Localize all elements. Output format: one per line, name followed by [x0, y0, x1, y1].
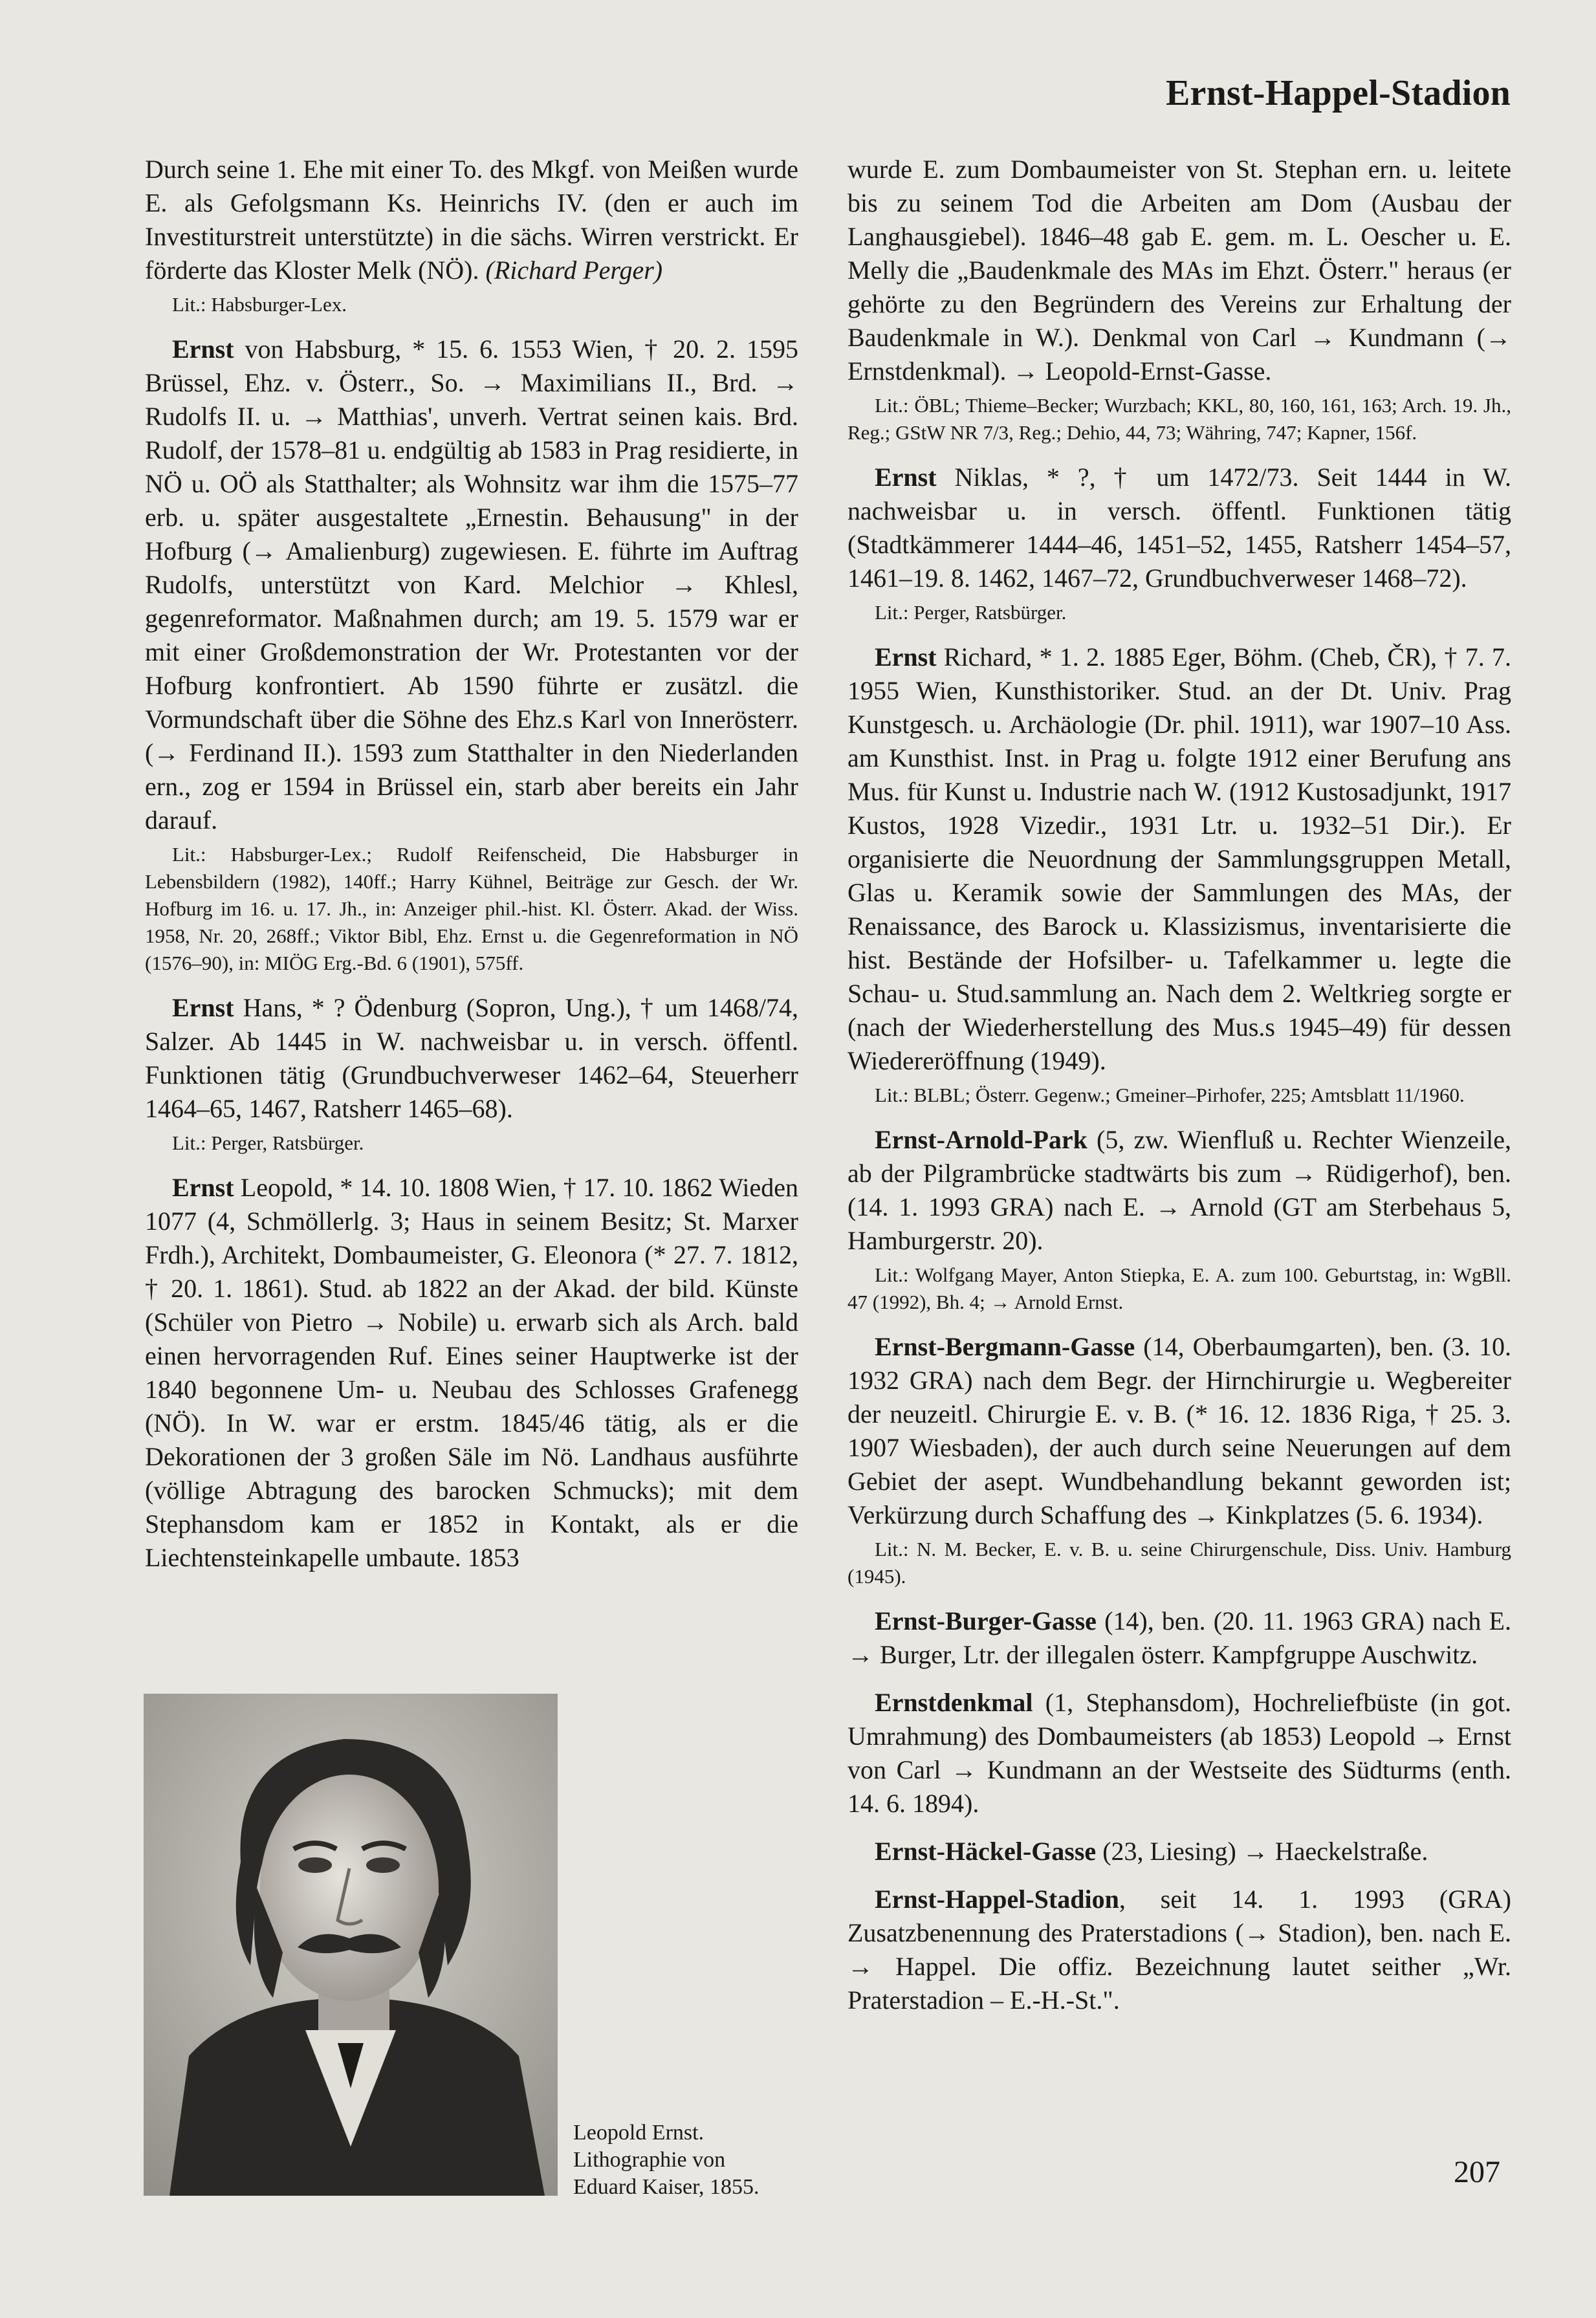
entry-ernst-niklas: [847, 461, 1511, 626]
entry-lemma: Ernst-Burger-Gasse: [875, 1606, 1097, 1635]
literature-note: Lit.: Wolfgang Mayer, Anton Stiepka, E. A. zum 100. Geburtstag, in: WgBll. 47 (1992), Bh. 4; → Arnold Ernst.: [847, 1263, 1511, 1313]
entry-ernst-richard: [847, 640, 1511, 1109]
entry-text: (23, Liesing) → Haeckelstraße.: [1096, 1837, 1428, 1866]
literature-note: Lit.: Perger, Ratsbürger.: [875, 601, 1067, 624]
entry-text: Leopold, * 14. 10. 1808 Wien, † 17. 10. 1862 Wieden 1077 (4, Schmöllerlg. 3; Haus in seinem Besitz; St. Marxer Frdh.), Architekt, Dombaumeister, G. Eleonora (* 27. 7. 1812, † 20. 1. 1861). Stud. ab 1822 an der Akad. der bild. Künste (Schüler von Pietro → Nobile) u. erwarb sich als Arch. bald einen hervorragenden Ruf. Eines seiner Hauptwerke ist der 1840 begonnene Um- u. Neubau des Schlosses Grafenegg (NÖ). In W. war er erstm. 1845/46 tätig, als er die Dekorationen der 3 großen Säle im Nö. Landhaus ausführte (völlige Abtragung des barocken Schmucks); mit dem Stephansdom kam er 1852 in Kontakt, als er die Liechtensteinkapelle umbaute. 1853: [145, 1173, 798, 1572]
portrait-lithograph-image: [144, 1694, 558, 2196]
page-number: 207: [1454, 2155, 1500, 2189]
literature-note: Lit.: ÖBL; Thieme–Becker; Wurzbach; KKL, 80, 160, 161, 163; Arch. 19. Jh., Reg.; GStW NR 7/3, Reg.; Dehio, 44, 73; Währing, 747; Kapner, 156f.: [847, 394, 1511, 444]
literature-note: Lit.: BLBL; Österr. Gegenw.; Gmeiner–Pirhofer, 225; Amtsblatt 11/1960.: [875, 1084, 1465, 1106]
entry-author: (Richard Perger): [485, 256, 663, 285]
entry-text: von Habsburg, * 15. 6. 1553 Wien, † 20. 2. 1595 Brüssel, Ehz. v. Österr., So. → Maximilians II., Brd. → Rudolfs II. u. → Matthias', unverh. Vertrat seinen kais. Brd. Rudolf, der 1578–81 u. endgültig ab 1583 in Prag residierte, in NÖ u. OÖ als Statthalter; als Wohnsitz war ihm die 1575–77 erb. u. später ausgestaltete „Ernestin. Behausung" in der Hofburg (→ Amalienburg) zugewiesen. E. führte im Auftrag Rudolfs, unterstützt von Kard. Melchior → Khlesl, gegenreformator. Maßnahmen durch; am 19. 5. 1579 war er mit einer Großdemonstration der Wr. Protestanten vor der Hofburg konfrontiert. Ab 1590 führte er zusätzl. die Vormundschaft über die Söhne des Ehz.s Karl von Innerösterr. (→ Ferdinand II.). 1593 zum Statthalter in den Niederlanden ern., zog er 1594 in Brüssel ein, starb aber bereits ein Jahr darauf.: [145, 334, 798, 835]
literature-note: Lit.: Habsburger-Lex.: [172, 293, 347, 316]
literature-note: Lit.: N. M. Becker, E. v. B. u. seine Chirurgenschule, Diss. Univ. Hamburg (1945).: [847, 1538, 1511, 1588]
entry-text: Richard, * 1. 2. 1885 Eger, Böhm. (Cheb, ČR), † 7. 7. 1955 Wien, Kunsthistoriker. Stud. an der Dt. Univ. Prag Kunstgesch. u. Archäologie (Dr. phil. 1911), war 1907–10 Ass. am Kunsthist. Inst. in Prag u. folgte 1912 einer Berufung ans Mus. für Kunst u. Industrie nach W. (1912 Kustosadjunkt, 1917 Kustos, 1928 Vizedir., 1931 Ltr. u. 1932–51 Dir.). Er organisierte die Neuordnung der Sammlungsgruppen Metall, Glas u. Keramik sowie der Sammlungen des MAs, der Renaissance, des Barock u. Klassizismus, inventarisierte die hist. Bestände der Hofsilber- u. Tafelkammer u. legte die Schau- u. Stud.sammlung an. Nach dem 2. Weltkrieg sorgte er (nach der Wiederherstellung des Mus.s 1945–49) für dessen Wiedereröffnung (1949).: [847, 642, 1511, 1075]
entry-text: , seit 14. 1. 1993 (GRA) Zusatzbenennung des Praterstadions (→ Stadion), ben. nach E. → Happel. Die offiz. Bezeichnung lautet seither „Wr. Praterstadion – E.-H.-St.".: [847, 1885, 1511, 2015]
entry-lemma: Ernstdenkmal: [875, 1688, 1033, 1717]
entry-ernst-arnold-park: [847, 1123, 1511, 1316]
entry-ernst-burger-gasse: [847, 1604, 1511, 1672]
entry-lemma: Ernst: [172, 1173, 234, 1202]
entry-text: wurde E. zum Dombaumeister von St. Stephan ern. u. leitete bis zu seinem Tod die Arbeiten am Dom (Ausbau der Langhausgiebel). 1846–48 gab E. gem. m. L. Oescher u. E. Melly die „Baudenkmale des MAs im Ehzt. Österr." heraus (er gehörte zu den Begründern des Vereins zur Erhaltung der Baudenkmale in W.). Denkmal von Carl → Kundmann (→ Ernstdenkmal). → Leopold-Ernst-Gasse.: [847, 155, 1511, 386]
entry-text: Hans, * ? Ödenburg (Sopron, Ung.), † um 1468/74, Salzer. Ab 1445 in W. nachweisbar u. in versch. öffentl. Funktionen tätig (Grundbuchverweser 1462–64, Steuerherr 1464–65, 1467, Ratsherr 1465–68).: [145, 993, 798, 1123]
entry-lemma: Ernst-Bergmann-Gasse: [875, 1332, 1135, 1361]
portrait-figure: [144, 1694, 803, 2198]
entry-lemma: Ernst: [875, 463, 937, 492]
entry-lemma: Ernst-Häckel-Gasse: [875, 1837, 1097, 1866]
entry-text: Niklas, * ?, † um 1472/73. Seit 1444 in W. nachweisbar u. in versch. öffentl. Funktionen tätig (Stadtkämmerer 1444–46, 1451–52, 1455, Ratsherr 1454–57, 1461–19. 8. 1462, 1467–72, Grundbuchverweser 1468–72).: [847, 463, 1511, 593]
left-column: [145, 153, 798, 1589]
right-column: [847, 153, 1511, 2031]
literature-note: Lit.: Perger, Ratsbürger.: [172, 1132, 364, 1154]
literature-note: Lit.: Habsburger-Lex.; Rudolf Reifenscheid, Die Habsburger in Lebensbildern (1982), 140ff.; Harry Kühnel, Beiträge zur Gesch. der Wr. Hofburg im 16. u. 17. Jh., in: Anzeiger phil.-hist. Kl. Österr. Akad. der Wiss. 1958, Nr. 20, 268ff.; Viktor Bibl, Ehz. Ernst u. die Gegenreformation in NÖ (1576–90), in: MIÖG Erg.-Bd. 6 (1901), 575ff.: [145, 843, 798, 974]
running-head: Ernst-Happel-Stadion: [1166, 73, 1511, 113]
entry-text: (14), ben. (20. 11. 1963 GRA) nach E. → Burger, Ltr. der illegalen österr. Kampfgruppe Auschwitz.: [847, 1606, 1511, 1669]
entry-lemma: Ernst: [172, 993, 234, 1022]
portrait-caption: [573, 2119, 806, 2201]
entry-ernst-happel-stadion: [847, 1883, 1511, 2017]
entry-lemma: Ernst: [875, 642, 937, 672]
caption-line: Leopold Ernst.: [573, 2121, 705, 2145]
entry-lemma: Ernst-Happel-Stadion: [875, 1885, 1119, 1914]
entry-lemma: Ernst: [172, 334, 234, 364]
entry-ernstdenkmal: [847, 1686, 1511, 1821]
caption-line: Lithographie von: [573, 2148, 726, 2172]
entry-ernst-von-habsburg: [145, 333, 798, 977]
entry-text: (1, Stephansdom), Hochreliefbüste (in got. Umrahmung) des Dombaumeisters (ab 1853) Leopold → Ernst von Carl → Kundmann an der Westseite des Südturms (enth. 14. 6. 1894).: [847, 1688, 1511, 1818]
entry-ernst-bergmann-gasse: [847, 1330, 1511, 1590]
entry-text: (14, Oberbaumgarten), ben. (3. 10. 1932 GRA) nach dem Begr. der Hirnchirurgie u. Wegbereiter der neuzeitl. Chirurgie E. v. B. (* 16. 12. 1836 Riga, † 25. 3. 1907 Wiesbaden), der auch durch seine Neuerungen auf dem Gebiet der asept. Wundbehandlung bekannt geworden ist; Verkürzung durch Schaffung des → Kinkplatzes (5. 6. 1934).: [847, 1332, 1511, 1529]
entry-ernst-leopold: [145, 1171, 798, 1575]
entry-text: (5, zw. Wienfluß u. Rechter Wienzeile, ab der Pilgrambrücke stadtwärts bis zum → Rüdigerhof), ben. (14. 1. 1993 GRA) nach E. → Arnold (GT am Sterbehaus 5, Hamburgerstr. 20).: [847, 1125, 1511, 1255]
caption-line: Eduard Kaiser, 1855.: [573, 2175, 760, 2199]
entry-continuation-ernst: [145, 153, 798, 318]
entry-ernst-haeckel-gasse: [847, 1835, 1511, 1868]
entry-lemma: Ernst-Arnold-Park: [875, 1125, 1088, 1154]
entry-continuation-ernst-leopold: [847, 153, 1511, 446]
entry-ernst-hans: [145, 991, 798, 1157]
entry-text: Durch seine 1. Ehe mit einer To. des Mkgf. von Meißen wurde E. als Gefolgsmann Ks. Heinrichs IV. (den er auch im Investiturstreit unterstützte) in die sächs. Wirren verstrickt. Er förderte das Kloster Melk (NÖ).: [145, 155, 798, 285]
